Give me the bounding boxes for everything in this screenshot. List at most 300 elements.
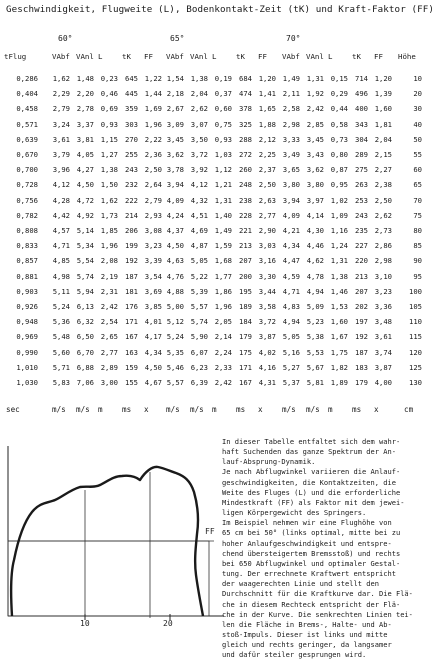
force-curve <box>11 467 203 616</box>
column-header: FF <box>374 52 383 61</box>
paragraph-line: In dieser Tabelle entfaltet sich dem wahr- <box>222 437 401 446</box>
table-cell: 1,86 <box>214 286 232 296</box>
unit-cell: x <box>374 405 379 414</box>
table-cell-tflug: 0,404 <box>16 89 38 99</box>
table-cell: 5,16 <box>282 347 300 357</box>
table-cell: 2,33 <box>214 362 232 372</box>
table-cell: 325 <box>239 119 252 129</box>
table-cell: 2,04 <box>190 89 208 99</box>
table-cell-tflug: 0,639 <box>16 134 38 144</box>
table-cell-tflug: 0,990 <box>16 347 38 357</box>
table-cell-tflug: 0,700 <box>16 165 38 175</box>
table-cell: 0,93 <box>214 134 232 144</box>
table-cell: 2,90 <box>258 226 276 235</box>
unit-cell: m/s <box>190 405 204 414</box>
table-cell: 5,60 <box>52 347 70 357</box>
table-cell: 2,77 <box>100 347 118 357</box>
table-cell: 1,69 <box>144 104 162 114</box>
table-cell-hoehe: 75 <box>413 210 422 220</box>
table-cell: 5,67 <box>306 362 324 372</box>
table-cell: 1,67 <box>330 332 348 342</box>
table-cell: 1,27 <box>100 150 118 159</box>
table-cell: 4,94 <box>282 317 300 327</box>
column-header: L <box>212 52 217 61</box>
table-cell: 5,54 <box>76 256 94 266</box>
table-cell: 2,42 <box>214 378 232 387</box>
table-cell: 199 <box>125 241 138 251</box>
table-cell: 5,09 <box>306 302 324 311</box>
table-cell: 0,69 <box>100 104 118 114</box>
table-cell: 2,79 <box>52 104 70 114</box>
table-cell-tflug: 0,782 <box>16 210 38 220</box>
unit-tflug: sec <box>6 405 20 414</box>
table-cell: 2,50 <box>374 195 392 205</box>
table-cell: 2,27 <box>374 165 392 175</box>
table-cell-tflug: 1,010 <box>16 362 38 372</box>
table-cell: 0,93 <box>100 119 118 129</box>
table-cell: 248 <box>239 180 252 190</box>
table-cell: 3,80 <box>282 180 300 190</box>
table-cell: 184 <box>239 317 252 327</box>
table-cell: 2,22 <box>144 134 162 144</box>
table-cell: 171 <box>125 317 138 327</box>
unit-cell: m/s <box>76 405 90 414</box>
table-cell: 5,48 <box>52 332 70 342</box>
table-cell: 176 <box>125 302 138 311</box>
table-cell: 4,27 <box>76 165 94 175</box>
table-cell: 1,20 <box>258 74 276 83</box>
table-cell: 1,44 <box>144 89 162 99</box>
table-cell-hoehe: 10 <box>413 74 422 83</box>
table-cell: 171 <box>239 362 252 372</box>
table-cell: 4,92 <box>76 210 94 220</box>
table-cell: 1,31 <box>306 74 324 83</box>
table-cell-hoehe: 70 <box>413 195 422 205</box>
table-cell-hoehe: 20 <box>413 89 422 99</box>
table-cell: 189 <box>239 302 252 311</box>
table-cell: 5,34 <box>76 241 94 251</box>
paragraph-line: hoher Anlaufgeschwindigkeit und entspre- <box>222 538 392 548</box>
table-cell: 228 <box>239 210 252 220</box>
table-cell: 1,38 <box>190 74 208 83</box>
angle-heading-70: 70° <box>286 34 301 43</box>
table-cell-hoehe: 60 <box>413 165 422 175</box>
table-cell: 0,87 <box>330 165 348 175</box>
table-cell: 4,67 <box>144 378 162 387</box>
table-cell: 400 <box>355 104 368 114</box>
table-cell: 2,31 <box>100 286 118 296</box>
table-cell: 1,15 <box>100 134 118 144</box>
table-cell: 1,81 <box>374 119 392 129</box>
table-cell: 1,49 <box>214 226 232 235</box>
table-cell: 1,68 <box>214 256 232 266</box>
paragraph-line: che in diesem Rechteck entspricht der Flä- <box>222 599 401 609</box>
table-cell: 3,36 <box>374 302 392 311</box>
table-cell: 5,81 <box>306 378 324 387</box>
table-cell-tflug: 0,881 <box>16 271 38 281</box>
table-cell: 3,85 <box>144 302 162 311</box>
table-cell: 4,50 <box>166 241 184 251</box>
table-cell: 2,08 <box>100 256 118 266</box>
table-cell: 0,37 <box>214 89 232 99</box>
table-cell: 3,37 <box>76 119 94 129</box>
table-cell-tflug: 0,458 <box>16 104 38 114</box>
column-header: L <box>98 52 103 61</box>
table-cell-hoehe: 95 <box>413 271 422 281</box>
table-cell-hoehe: 115 <box>409 332 422 342</box>
table-cell: 3,10 <box>374 271 392 281</box>
table-cell: 4,69 <box>190 226 208 235</box>
table-cell: 238 <box>239 195 252 205</box>
table-cell: 255 <box>125 150 138 159</box>
table-cell: 3,16 <box>258 256 276 266</box>
paragraph-line: Mindestkraft (FF) als Faktor mit dem jewei- <box>222 497 405 507</box>
table-cell: 2,62 <box>190 104 208 114</box>
table-cell: 2,50 <box>144 165 162 175</box>
table-cell-tflug: 0,728 <box>16 180 38 190</box>
paragraph-line: bei 650 Abflugwinkel und optimaler Gestal- <box>222 558 401 568</box>
table-cell: 5,24 <box>52 302 70 311</box>
paragraph-line: gleich und rechts geringer, da langsamer <box>222 640 392 650</box>
table-cell: 3,24 <box>52 119 70 129</box>
table-cell: 4,00 <box>374 378 392 387</box>
table-cell: 3,45 <box>166 134 184 144</box>
table-cell: 3,54 <box>144 271 162 281</box>
table-cell: 4,78 <box>306 271 324 281</box>
table-cell: 187 <box>125 271 138 281</box>
table-cell: 207 <box>355 286 368 296</box>
table-cell: 2,93 <box>144 210 162 220</box>
table-cell: 2,29 <box>52 89 70 99</box>
table-cell: 5,57 <box>190 302 208 311</box>
table-cell: 1,85 <box>100 226 118 235</box>
table-cell: 1,60 <box>330 317 348 327</box>
table-cell: 1,39 <box>374 89 392 99</box>
paragraph-line: Durchschnitt für die Kraftkurve dar. Die Flä- <box>222 589 413 599</box>
table-cell: 253 <box>355 195 368 205</box>
table-cell: 0,46 <box>100 89 118 99</box>
table-cell: 496 <box>355 89 368 99</box>
table-cell-hoehe: 105 <box>409 302 422 311</box>
table-cell: 1,48 <box>76 74 94 83</box>
table-cell: 3,96 <box>52 165 70 175</box>
table-cell: 1,46 <box>330 286 348 296</box>
table-cell: 270 <box>125 134 138 144</box>
table-cell: 0,19 <box>214 74 232 83</box>
table-cell: 3,09 <box>166 119 184 129</box>
page-title: Geschwindigkeit, Flugweite (L), Bodenkontakt-Zeit (tK) und Kraft-Faktor (FF) <box>6 4 434 15</box>
table-cell: 5,24 <box>166 332 184 342</box>
table-cell: 1,53 <box>330 302 348 311</box>
table-cell: 1,96 <box>214 302 232 311</box>
column-header: tK <box>122 52 131 61</box>
table-cell: 197 <box>355 317 368 327</box>
table-cell: 3,79 <box>52 150 70 159</box>
table-cell: 2,38 <box>374 180 392 190</box>
table-cell: 3,43 <box>306 150 324 159</box>
table-cell: 5,00 <box>166 302 184 311</box>
force-factor-label: FF <box>205 527 215 536</box>
table-cell: 2,78 <box>76 104 94 114</box>
table-cell: 0,29 <box>330 89 348 99</box>
table-cell: 3,81 <box>76 134 94 144</box>
table-cell: 3,49 <box>282 150 300 159</box>
table-cell: 207 <box>239 256 252 266</box>
table-cell: 5,39 <box>190 286 208 296</box>
table-cell: 4,02 <box>258 347 276 357</box>
unit-cell: x <box>258 405 263 414</box>
table-cell: 0,58 <box>330 119 348 129</box>
unit-cell: m/s <box>52 405 66 414</box>
table-cell: 4,17 <box>144 332 162 342</box>
table-cell: 1,31 <box>214 195 232 205</box>
table-cell: 1,96 <box>144 119 162 129</box>
table-cell-hoehe: 55 <box>413 150 422 159</box>
table-cell: 4,01 <box>144 317 162 327</box>
table-cell: 1,49 <box>282 74 300 83</box>
table-cell: 2,04 <box>374 134 392 144</box>
table-cell: 222 <box>125 195 138 205</box>
average-force-rectangle <box>8 541 209 616</box>
table-cell: 1,24 <box>330 241 348 251</box>
table-cell-tflug: 1,030 <box>16 378 38 387</box>
unit-cell: x <box>144 405 149 414</box>
table-cell: 714 <box>355 74 368 83</box>
table-cell: 1,40 <box>214 210 232 220</box>
table-cell: 0,75 <box>214 119 232 129</box>
table-cell: 3,87 <box>258 332 276 342</box>
table-cell-hoehe: 120 <box>409 347 422 357</box>
table-cell: 4,94 <box>306 286 324 296</box>
paragraph-line: Weite des Fluges (L) und die erforderliche <box>222 487 401 497</box>
table-cell: 4,51 <box>190 210 208 220</box>
table-cell: 4,21 <box>282 226 300 235</box>
paragraph-line: Im Beispiel nehmen wir eine Flughöhe von <box>222 518 392 528</box>
table-cell: 2,15 <box>374 150 392 159</box>
table-cell: 4,98 <box>52 271 70 281</box>
table-cell: 2,86 <box>374 241 392 251</box>
table-cell: 179 <box>355 378 368 387</box>
table-cell: 4,72 <box>76 195 94 205</box>
table-cell: 1,38 <box>100 165 118 175</box>
table-cell: 4,09 <box>282 210 300 220</box>
table-cell: 4,30 <box>306 226 324 235</box>
table-cell: 1,62 <box>52 74 70 83</box>
table-cell: 2,85 <box>306 119 324 129</box>
table-cell-tflug: 0,808 <box>16 226 38 235</box>
table-cell: 0,23 <box>100 74 118 83</box>
table-cell: 4,87 <box>190 241 208 251</box>
column-header: VAnl <box>76 52 94 61</box>
table-cell: 3,45 <box>306 134 324 144</box>
table-cell: 684 <box>239 74 252 83</box>
table-cell: 206 <box>125 226 138 235</box>
table-cell: 1,77 <box>214 271 232 281</box>
table-cell: 6,23 <box>190 362 208 372</box>
table-cell: 202 <box>355 302 368 311</box>
table-cell: 1,60 <box>374 104 392 114</box>
table-cell-hoehe: 90 <box>413 256 422 266</box>
table-cell: 235 <box>355 226 368 235</box>
table-cell: 303 <box>125 119 138 129</box>
paragraph-line: len die Fläche in Brems-, Halte- und Ab- <box>222 619 392 629</box>
table-cell: 0,95 <box>330 180 348 190</box>
table-cell: 1,21 <box>214 180 232 190</box>
table-cell: 3,92 <box>190 165 208 175</box>
table-cell: 1,31 <box>330 256 348 266</box>
table-cell: 1,62 <box>100 195 118 205</box>
table-cell: 4,12 <box>190 180 208 190</box>
table-cell: 2,98 <box>282 119 300 129</box>
table-cell: 4,85 <box>52 256 70 266</box>
table-cell: 3,94 <box>282 195 300 205</box>
table-cell: 6,07 <box>190 347 208 357</box>
unit-cell: m/s <box>282 405 296 414</box>
table-cell: 1,09 <box>330 210 348 220</box>
table-cell-hoehe: 50 <box>413 134 422 144</box>
table-cell: 289 <box>355 150 368 159</box>
table-cell-hoehe: 110 <box>409 317 422 327</box>
table-cell: 1,54 <box>166 74 184 83</box>
table-cell-tflug: 0,670 <box>16 150 38 159</box>
paragraph-line: ligen Körpergewicht des Springers. <box>222 508 367 518</box>
table-cell: 1,12 <box>214 165 232 175</box>
table-cell: 1,82 <box>330 362 348 372</box>
table-cell: 4,59 <box>282 271 300 281</box>
table-cell: 1,75 <box>330 347 348 357</box>
table-cell: 3,62 <box>306 165 324 175</box>
table-cell: 4,14 <box>306 210 324 220</box>
table-cell: 3,07 <box>190 119 208 129</box>
table-cell: 2,05 <box>214 317 232 327</box>
table-cell: 3,69 <box>144 286 162 296</box>
table-cell: 227 <box>355 241 368 251</box>
paragraph-line: stoß-Impuls. Dieser ist links und mitte <box>222 629 388 639</box>
table-cell: 192 <box>355 332 368 342</box>
table-cell: 1,50 <box>100 180 118 190</box>
table-cell: 343 <box>355 119 368 129</box>
table-cell: 3,80 <box>306 180 324 190</box>
column-header: VAbf <box>282 52 300 61</box>
table-cell: 4,31 <box>258 378 276 387</box>
table-cell: 4,05 <box>76 150 94 159</box>
table-cell: 3,72 <box>190 150 208 159</box>
table-cell: 263 <box>355 180 368 190</box>
table-cell: 1,92 <box>306 89 324 99</box>
unit-cell: ms <box>352 405 362 414</box>
paragraph-line: geschwindigkeiten, die Kontaktzeiten, die <box>222 477 396 487</box>
unit-cell: ms <box>236 405 246 414</box>
table-cell: 2,73 <box>374 226 392 235</box>
table-cell: 1,73 <box>100 210 118 220</box>
table-cell: 3,48 <box>374 317 392 327</box>
table-cell: 3,72 <box>258 317 276 327</box>
unit-cell: ms <box>122 405 132 414</box>
table-cell: 4,09 <box>166 195 184 205</box>
table-cell: 5,27 <box>282 362 300 372</box>
table-cell: 213 <box>239 241 252 251</box>
unit-cell: m/s <box>306 405 320 414</box>
table-cell: 4,37 <box>166 226 184 235</box>
table-cell: 243 <box>125 165 138 175</box>
table-cell: 5,46 <box>166 362 184 372</box>
table-cell: 5,94 <box>76 286 94 296</box>
table-cell: 2,42 <box>306 104 324 114</box>
table-cell: 5,36 <box>52 317 70 327</box>
table-cell: 5,83 <box>52 378 70 387</box>
table-cell: 4,88 <box>166 286 184 296</box>
column-header: VAnl <box>190 52 208 61</box>
table-cell: 3,65 <box>282 165 300 175</box>
paragraph-line: der waagerechten Linie und stellt den <box>222 579 379 589</box>
table-cell: 2,79 <box>144 195 162 205</box>
paragraph-line: und dafür steiler gesprungen wird. <box>222 650 367 660</box>
table-cell: 4,71 <box>52 241 70 251</box>
table-cell: 645 <box>125 74 138 83</box>
table-cell: 4,32 <box>190 195 208 205</box>
table-cell: 1,89 <box>330 378 348 387</box>
table-cell: 175 <box>239 347 252 357</box>
table-cell: 0,73 <box>330 134 348 144</box>
table-cell: 213 <box>355 271 368 281</box>
table-cell: 4,62 <box>306 256 324 266</box>
table-cell: 1,96 <box>100 241 118 251</box>
table-cell-tflug: 0,926 <box>16 302 38 311</box>
column-header: L <box>328 52 333 61</box>
table-cell: 0,44 <box>330 104 348 114</box>
table-cell: 2,64 <box>144 180 162 190</box>
table-cell: 2,62 <box>374 210 392 220</box>
table-cell: 6,39 <box>190 378 208 387</box>
table-cell: 2,58 <box>282 104 300 114</box>
table-cell: 3,87 <box>374 362 392 372</box>
table-cell: 0,80 <box>330 150 348 159</box>
unit-hoehe: cm <box>404 405 414 414</box>
table-cell: 2,54 <box>100 317 118 327</box>
table-cell: 4,83 <box>282 302 300 311</box>
table-cell: 2,19 <box>100 271 118 281</box>
table-cell: 3,58 <box>258 302 276 311</box>
table-cell: 6,70 <box>76 347 94 357</box>
table-cell-tflug: 0,948 <box>16 317 38 327</box>
table-cell-hoehe: 125 <box>409 362 422 372</box>
table-cell: 4,63 <box>166 256 184 266</box>
table-cell: 4,76 <box>166 271 184 281</box>
table-cell: 4,34 <box>282 241 300 251</box>
table-cell: 181 <box>125 286 138 296</box>
table-cell: 3,08 <box>144 226 162 235</box>
paragraph-line: Je nach Abflugwinkel variieren die Anlauf- <box>222 467 401 477</box>
table-cell: 2,11 <box>282 89 300 99</box>
table-cell: 5,22 <box>190 271 208 281</box>
table-cell: 167 <box>125 332 138 342</box>
paragraph-line: che in der Kurve. Die senkrechten Linien tei- <box>222 609 413 619</box>
paragraph-line: lauf-Absprung-Dynamik. <box>222 457 316 467</box>
table-cell-tflug: 0,969 <box>16 332 38 342</box>
table-cell-tflug: 0,286 <box>16 74 38 83</box>
table-cell: 220 <box>355 256 368 266</box>
table-cell: 2,50 <box>258 180 276 190</box>
table-cell-tflug: 0,756 <box>16 195 38 205</box>
table-cell: 5,14 <box>76 226 94 235</box>
table-cell: 2,65 <box>100 332 118 342</box>
table-cell: 3,61 <box>52 134 70 144</box>
table-cell-hoehe: 30 <box>413 104 422 114</box>
table-cell: 5,05 <box>282 332 300 342</box>
paragraph-line: tung. Der errechnete Kraftwert entspricht <box>222 569 396 579</box>
table-cell: 359 <box>125 104 138 114</box>
table-cell: 1,38 <box>330 271 348 281</box>
